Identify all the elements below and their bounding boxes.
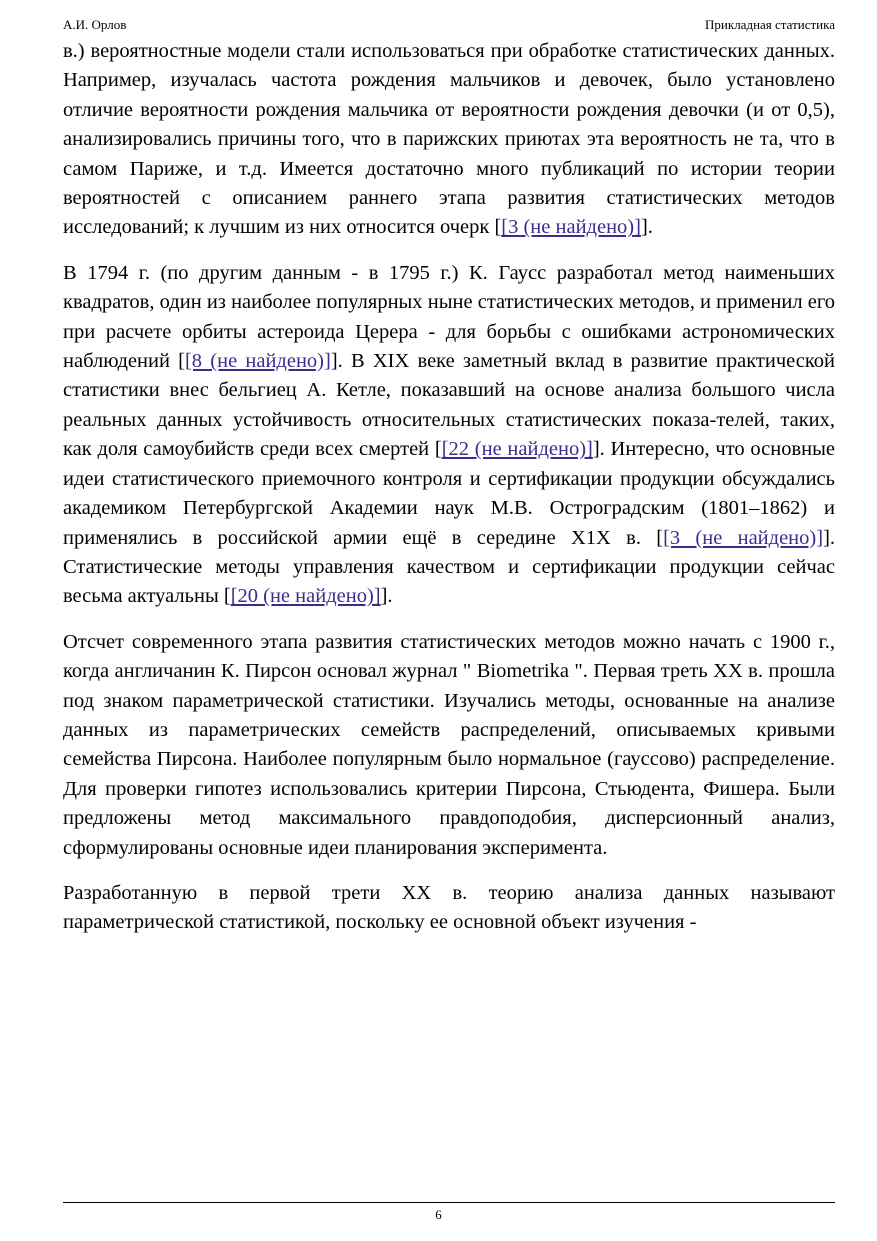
paragraph-text: ].: [380, 585, 393, 608]
document-body: [63, 37, 835, 954]
paragraph-text: ]. Интересно, что основные идеи статистического приемочного контроля и сертификации продукции обсуждались академиком Петербургской Академии наук М.В. Остроградским (1801–1862) и применялись в российской армии ещё в середине X1X в. [: [63, 438, 835, 549]
footer-divider: [63, 1202, 835, 1203]
paragraph: [63, 879, 835, 938]
paragraph-text: Разработанную в первой трети XX в. теорию анализа данных называют параметрической статистикой, поскольку ее основной объект изучения -: [63, 881, 835, 934]
page-number: 6: [435, 1207, 442, 1222]
paragraph: [63, 37, 835, 243]
citation-link[interactable]: [8 (не найдено)]: [184, 350, 331, 373]
citation-link[interactable]: [22 (не найдено)]: [441, 438, 593, 461]
paragraph-text: ].: [640, 216, 653, 239]
paragraph-text: В 1794 г. (по другим данным - в 1795 г.) К. Гаусс разработал метод наименьших квадратов, один из наиболее популярных ныне статистических методов, и применил его при расчете орбиты астероида Церера - для борьбы с ошибками астрономических наблюдений [: [63, 261, 835, 373]
paragraph-text: Отсчет современного этапа развития статистических методов можно начать с 1900 г., когда англичанин К. Пирсон основал журнал " Biometrika ". Первая треть XX в. прошла под знаком параметрической статистики. Изучались методы, основанные на анализе данных из параметрических семейств распределений, описываемых кривыми семейства Пирсона. Наиболее популярным было нормальное (гауссово) распределение. Для проверки гипотез использовались критерии Пирсона, Стьюдента, Фишера. Были предложены метод максимального правдоподобия, дисперсионный анализ, сформулированы основные идеи планирования эксперимента.: [63, 630, 835, 859]
citation-link[interactable]: [3 (не найдено)]: [501, 216, 641, 239]
paragraph: [63, 628, 835, 863]
paragraph-text: ]. Статистические методы управления качеством и сертификации продукции сейчас весьма актуальны [: [63, 526, 836, 608]
citation-link[interactable]: [20 (не найдено)]: [230, 585, 381, 608]
paragraph-text: в.) вероятностные модели стали использоваться при обработке статистических данных. Например, изучалась частота рождения мальчиков и девочек, было установлено отличие вероятности рождения мальчика от вероятности рождения девочки (и от 0,5), анализировались причины того, что в парижских приютах эта вероятность не та, что в самом Париже, и т.д. Имеется достаточно много публикаций по истории теории вероятностей с описанием раннего этапа развития статистических методов исследований; к лучшим из них относится очерк [: [63, 40, 835, 239]
header-title: Прикладная статистика: [705, 17, 835, 32]
paragraph: [63, 259, 835, 612]
header-author: А.И. Орлов: [63, 17, 127, 32]
page-header: [63, 14, 835, 36]
citation-link[interactable]: [3 (не найдено)]: [663, 526, 824, 549]
paragraph-text: ]. В XIX веке заметный вклад в развитие практической статистики внес бельгиец А. Кетле, показавший на основе анализа большого числа реальных данных устойчивость относительных статистических показа-телей, таких, как доля самоубийств среди всех смертей [: [63, 350, 836, 461]
